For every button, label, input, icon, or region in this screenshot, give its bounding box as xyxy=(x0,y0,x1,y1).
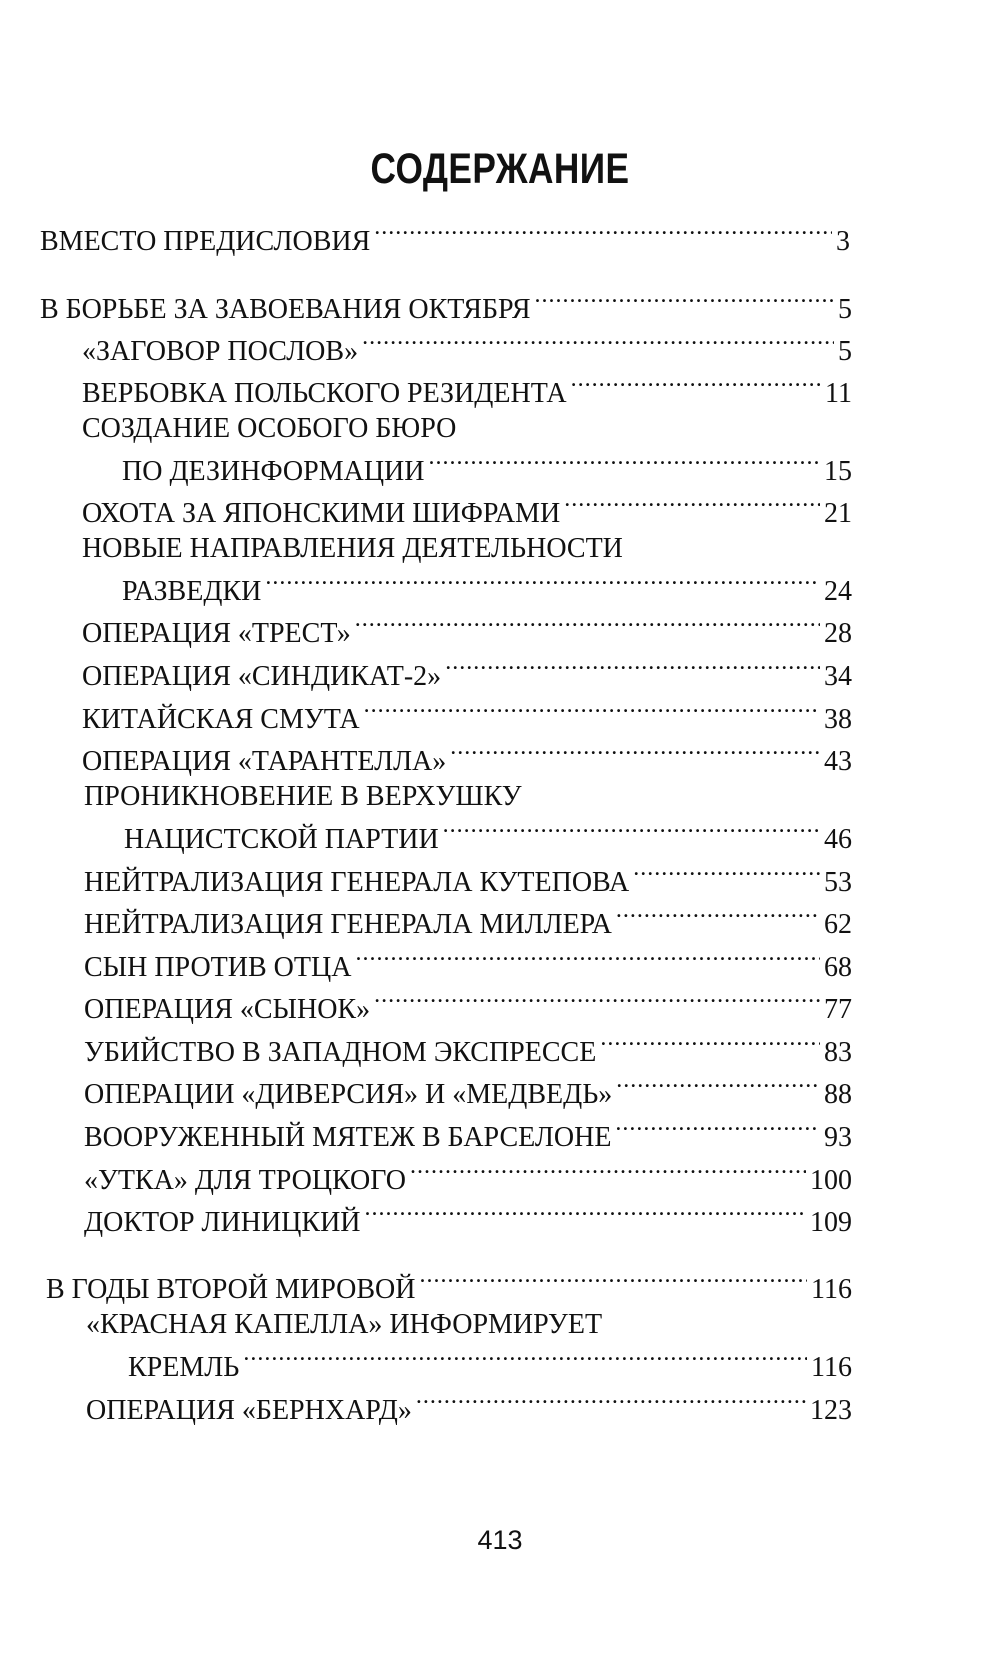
toc-entry xyxy=(40,284,852,327)
toc-entry xyxy=(122,566,852,609)
toc-entry-page: 53 xyxy=(824,867,852,898)
toc-entry-title: ВЕРБОВКА ПОЛЬСКОГО РЕЗИДЕНТА xyxy=(82,378,567,409)
toc-entry-page: 116 xyxy=(811,1274,852,1305)
toc-entry-page: 46 xyxy=(824,824,852,855)
toc-entry-page: 5 xyxy=(838,294,852,325)
toc-entry xyxy=(82,694,852,737)
toc-entry-page: 28 xyxy=(824,618,852,649)
toc-entry xyxy=(84,1069,852,1112)
leader-dots xyxy=(616,899,820,933)
toc-entry-page: 43 xyxy=(824,746,852,777)
leader-dots xyxy=(535,284,834,318)
toc-entry-page: 15 xyxy=(824,456,852,487)
toc-entry-page: 38 xyxy=(824,704,852,735)
leader-dots xyxy=(374,984,820,1018)
toc-entry xyxy=(84,942,852,985)
leader-dots xyxy=(362,326,834,360)
leader-dots xyxy=(450,736,820,770)
toc-entry xyxy=(82,488,852,531)
toc-entry-title: РАЗВЕДКИ xyxy=(122,576,262,607)
toc-entry-title: НЕЙТРАЛИЗАЦИЯ ГЕНЕРАЛА МИЛЛЕРА xyxy=(84,909,612,940)
toc-entry-title: КИТАЙСКАЯ СМУТА xyxy=(82,704,360,735)
toc-entry-title: ОПЕРАЦИЯ «ТРЕСТ» xyxy=(82,618,351,649)
toc-entry-page: 83 xyxy=(824,1037,852,1068)
toc-entry xyxy=(124,814,852,857)
toc-entry-page: 24 xyxy=(824,576,852,607)
toc-entry xyxy=(86,1385,852,1428)
toc-entry-page: 5 xyxy=(838,336,852,367)
toc-entry xyxy=(82,736,852,779)
leader-dots xyxy=(443,814,820,848)
toc-entry-page: 123 xyxy=(810,1395,852,1426)
toc-entry-page: 11 xyxy=(825,378,852,409)
toc-entry-page: 116 xyxy=(811,1352,852,1383)
toc-entry xyxy=(82,368,852,411)
toc-entry-title: «ЗАГОВОР ПОСЛОВ» xyxy=(82,336,359,367)
toc-entry-page: 68 xyxy=(824,952,852,983)
leader-dots xyxy=(571,368,821,402)
toc-entry-page: 109 xyxy=(810,1207,852,1238)
toc-entry-first-line: ПРОНИКНОВЕНИЕ В ВЕРХУШКУ xyxy=(84,781,522,812)
leader-dots xyxy=(445,651,820,685)
toc-entry-page: 34 xyxy=(824,661,852,692)
toc-entry-page: 100 xyxy=(810,1165,852,1196)
toc-entry xyxy=(84,984,852,1027)
leader-dots xyxy=(420,1264,808,1298)
toc-entry-title: ОПЕРАЦИЯ «ТАРАНТЕЛЛА» xyxy=(82,746,447,777)
toc-entry-title: НЕЙТРАЛИЗАЦИЯ ГЕНЕРАЛА КУТЕПОВА xyxy=(84,867,630,898)
leader-dots xyxy=(564,488,820,522)
toc-entry xyxy=(40,216,850,259)
toc-entry-title: ВМЕСТО ПРЕДИСЛОВИЯ xyxy=(40,226,371,257)
toc-entry xyxy=(82,608,852,651)
toc-entry-page: 93 xyxy=(824,1122,852,1153)
leader-dots xyxy=(616,1069,820,1103)
toc-entry-title: ПО ДЕЗИНФОРМАЦИИ xyxy=(122,456,425,487)
toc-entry-title: ОПЕРАЦИЯ «БЕРНХАРД» xyxy=(86,1395,412,1426)
page-title: СОДЕРЖАНИЕ xyxy=(370,145,630,193)
toc-entry xyxy=(84,857,852,900)
toc-entry-title: НАЦИСТСКОЙ ПАРТИИ xyxy=(124,824,439,855)
toc-entry-first-line: НОВЫЕ НАПРАВЛЕНИЯ ДЕЯТЕЛЬНОСТИ xyxy=(82,533,623,564)
leader-dots xyxy=(365,1197,806,1231)
leader-dots xyxy=(633,857,820,891)
toc-entry-title: ДОКТОР ЛИНИЦКИЙ xyxy=(84,1207,361,1238)
toc-entry-title: «УТКА» ДЛЯ ТРОЦКОГО xyxy=(84,1165,406,1196)
toc-entry xyxy=(84,1197,852,1240)
toc-entry xyxy=(82,326,852,369)
leader-dots xyxy=(600,1027,820,1061)
toc-entry xyxy=(84,1155,852,1198)
toc-entry-first-line: СОЗДАНИЕ ОСОБОГО БЮРО xyxy=(82,413,457,444)
toc-entry xyxy=(84,899,852,942)
toc-entry xyxy=(122,446,852,489)
toc-entry-title: ВООРУЖЕННЫЙ МЯТЕЖ В БАРСЕЛОНЕ xyxy=(84,1122,612,1153)
leader-dots xyxy=(374,216,832,250)
leader-dots xyxy=(243,1342,807,1376)
toc-entry-title: ОХОТА ЗА ЯПОНСКИМИ ШИФРАМИ xyxy=(82,498,561,529)
toc-entry-first-line: «КРАСНАЯ КАПЕЛЛА» ИНФОРМИРУЕТ xyxy=(86,1309,603,1340)
toc-entry-page: 21 xyxy=(824,498,852,529)
leader-dots xyxy=(416,1385,806,1419)
toc-entry-page: 88 xyxy=(824,1079,852,1110)
toc-entry-page: 3 xyxy=(836,226,850,257)
toc-entry xyxy=(46,1264,852,1307)
toc-entry-title: ОПЕРАЦИЯ «СИНДИКАТ-2» xyxy=(82,661,442,692)
leader-dots xyxy=(355,608,820,642)
leader-dots xyxy=(410,1155,806,1189)
leader-dots xyxy=(615,1112,820,1146)
toc-entry-title: ОПЕРАЦИЯ «СЫНОК» xyxy=(84,994,371,1025)
toc-entry-title: ОПЕРАЦИИ «ДИВЕРСИЯ» И «МЕДВЕДЬ» xyxy=(84,1079,613,1110)
toc-entry xyxy=(128,1342,852,1385)
leader-dots xyxy=(429,446,821,480)
toc-entry xyxy=(84,1027,852,1070)
leader-dots xyxy=(265,566,820,600)
toc-entry-title: СЫН ПРОТИВ ОТЦА xyxy=(84,952,352,983)
toc-entry-title: УБИЙСТВО В ЗАПАДНОМ ЭКСПРЕССЕ xyxy=(84,1037,597,1068)
toc-entry-page: 77 xyxy=(824,994,852,1025)
page-number: 413 xyxy=(477,1525,523,1555)
toc-entry xyxy=(82,651,852,694)
leader-dots xyxy=(355,942,820,976)
toc-entry xyxy=(84,1112,852,1155)
toc-entry-page: 62 xyxy=(824,909,852,940)
toc-entry-title: КРЕМЛЬ xyxy=(128,1352,240,1383)
toc-entry-title: В ГОДЫ ВТОРОЙ МИРОВОЙ xyxy=(46,1274,416,1305)
toc-entry-title: В БОРЬБЕ ЗА ЗАВОЕВАНИЯ ОКТЯБРЯ xyxy=(40,294,531,325)
leader-dots xyxy=(364,694,820,728)
